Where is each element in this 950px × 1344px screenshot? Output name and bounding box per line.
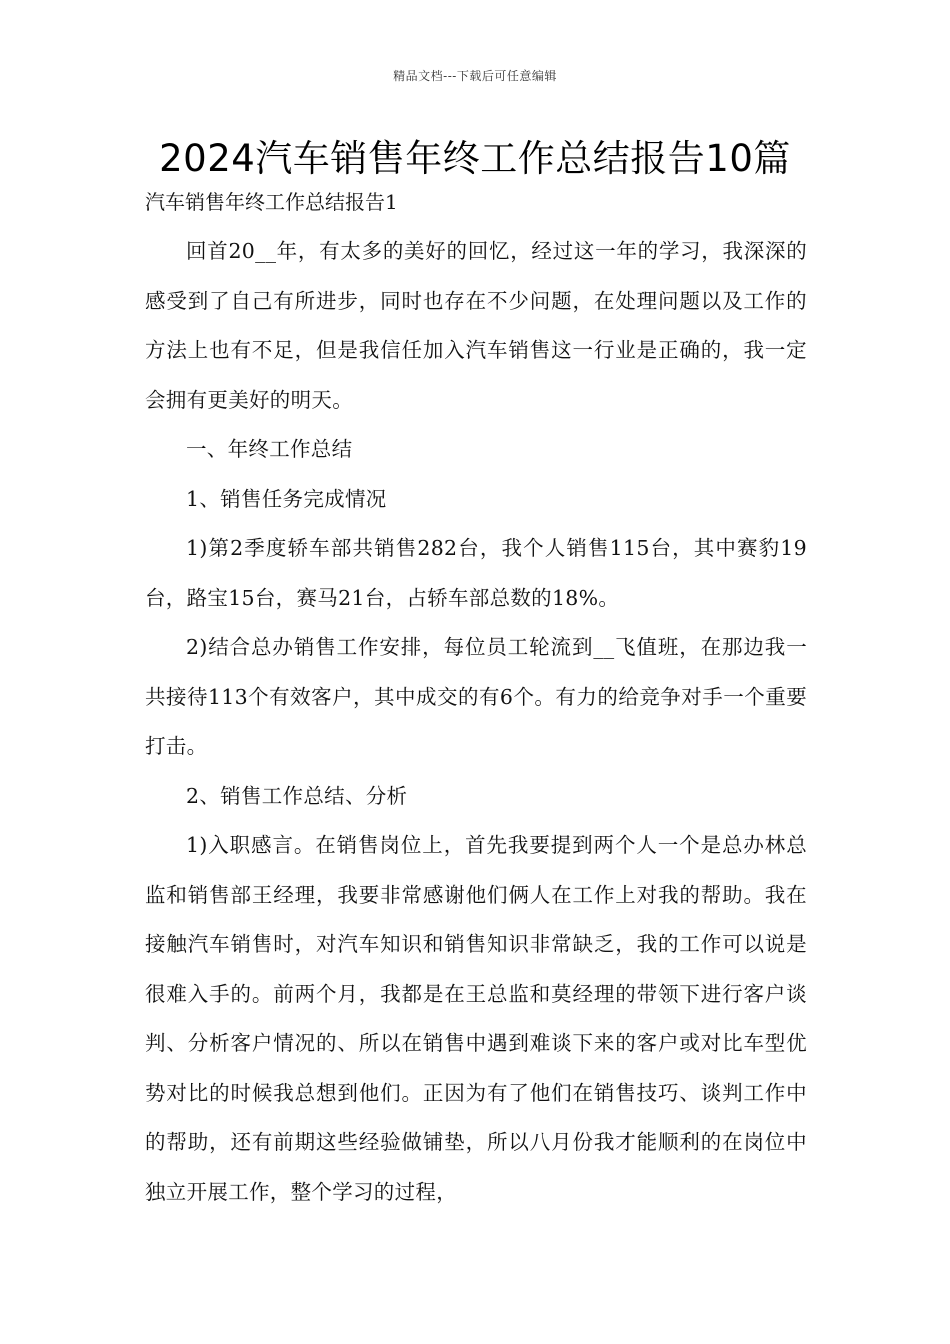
paragraph-q2-sales: 1)第2季度轿车部共销售282台，我个人销售115台，其中赛豹19台，路宝15台，赛马21台，占轿车部总数的18%。 <box>145 536 807 610</box>
header-note: 精品文档---下载后可任意编辑 <box>393 69 557 83</box>
heading-sales-tasks: 1、销售任务完成情况 <box>186 486 387 511</box>
paragraph-duty-shift: 2)结合总办销售工作安排，每位员工轮流到__飞值班，在那边我一共接待113个有效客户，其中成交的有6个。有力的给竞争对手一个重要打击。 <box>145 635 807 758</box>
section-subtitle: 汽车销售年终工作总结报告1 <box>145 190 398 214</box>
heading-year-end-summary: 一、年终工作总结 <box>186 437 353 461</box>
paragraph-intro: 回首20__年，有太多的美好的回忆，经过这一年的学习，我深深的感受到了自己有所进步，同时也存在不少问题，在处理问题以及工作的方法上也有不足，但是我信任加入汽车销售这一行业是正确的，我一定会拥有更美好的明天。 <box>145 239 807 412</box>
heading-sales-analysis: 2、销售工作总结、分析 <box>186 783 408 808</box>
paragraph-onboarding: 1)入职感言。在销售岗位上，首先我要提到两个人一个是总办林总监和销售部王经理，我要非常感谢他们俩人在工作上对我的帮助。我在接触汽车销售时，对汽车知识和销售知识非常缺乏，我的工作可以说是很难入手的。前两个月，我都是在王总监和莫经理的带领下进行客户谈判、分析客户情况的、所以在销售中遇到难谈下来的客户或对比车型优势对比的时候我总想到他们。正因为有了他们在销售技巧、谈判工作中的帮助，还有前期这些经验做铺垫，所以八月份我才能顺利的在岗位中独立开展工作，整个学习的过程， <box>145 833 807 1204</box>
document-title: 2024汽车销售年终工作总结报告10篇 <box>159 137 791 180</box>
document-body <box>145 227 807 1217</box>
